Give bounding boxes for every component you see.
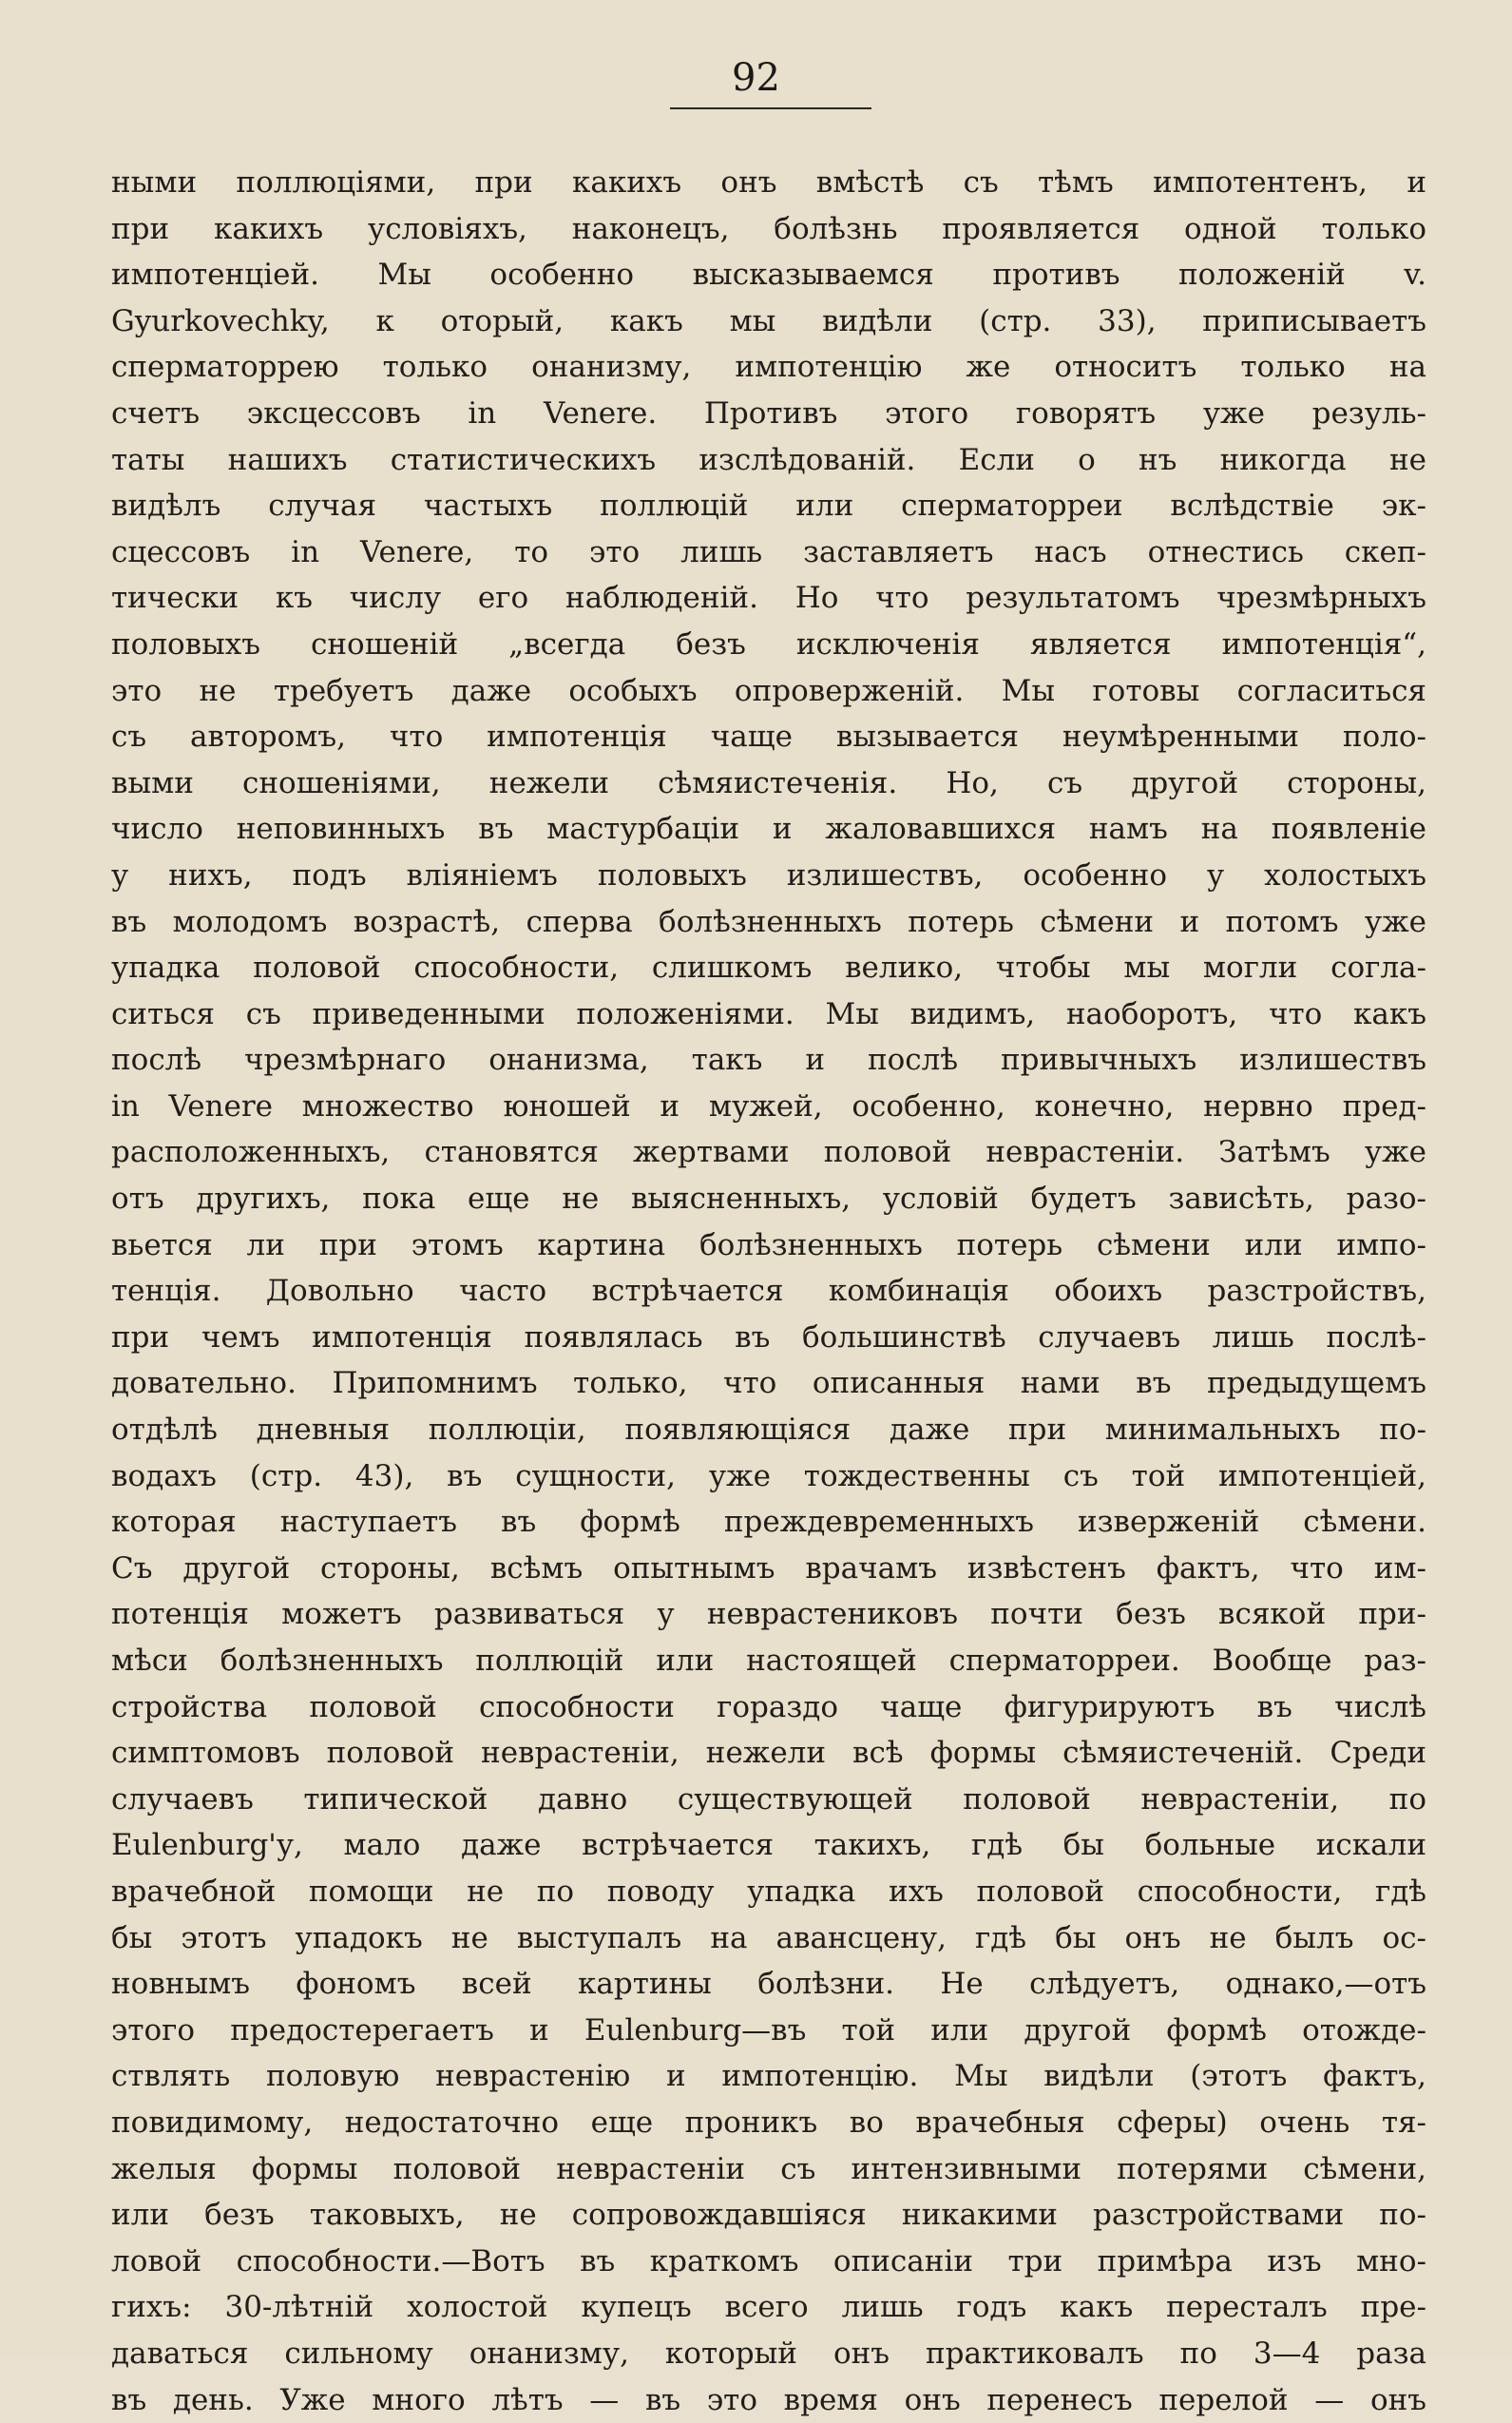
text-line: новнымъ фономъ всей картины болѣзни. Не слѣдуетъ, однако,—отъ — [111, 1961, 1426, 2008]
text-line: повидимому, недостаточно еще проникъ во врачебныя сферы) очень тя- — [111, 2100, 1426, 2146]
text-line: тически къ числу его наблюденій. Но что результатомъ чрезмѣрныхъ — [111, 575, 1426, 622]
text-line: сцессовъ in Venere, то это лишь заставляетъ насъ отнестись скеп- — [111, 529, 1426, 576]
text-line: этого предостерегаетъ и Eulenburg—въ той или другой формѣ отожде- — [111, 2008, 1426, 2054]
text-line: случаевъ типической давно существующей половой неврастеніи, по — [111, 1777, 1426, 1823]
text-line: бы этотъ упадокъ не выступалъ на авансцену, гдѣ бы онъ не былъ ос- — [111, 1915, 1426, 1962]
text-line: импотенціей. Мы особенно высказываемся противъ положеній v. — [111, 252, 1426, 298]
text-line: врачебной помощи не по поводу упадка ихъ половой способности, гдѣ — [111, 1869, 1426, 1915]
text-line: упадка половой способности, слишкомъ велико, чтобы мы могли согла- — [111, 945, 1426, 991]
text-line: стройства половой способности гораздо чаще фигурируютъ въ числѣ — [111, 1684, 1426, 1731]
text-line: ствлять половую неврастенію и импотенцію. Мы видѣли (этотъ фактъ, — [111, 2053, 1426, 2100]
page-number: 92 — [0, 55, 1512, 101]
text-line: мѣси болѣзненныхъ поллюцій или настоящей сперматорреи. Вообще раз- — [111, 1638, 1426, 1684]
text-line: половыхъ сношеній „всегда безъ исключенія является импотенція“, — [111, 622, 1426, 668]
text-line: счетъ эксцессовъ in Venere. Противъ этого говорятъ уже резуль- — [111, 391, 1426, 437]
text-line: ситься съ приведенными положеніями. Мы видимъ, наоборотъ, что какъ — [111, 991, 1426, 1038]
text-line: in Venere множество юношей и мужей, особенно, конечно, нервно пред- — [111, 1084, 1426, 1130]
text-line: тенція. Довольно часто встрѣчается комбинація обоихъ разстройствъ, — [111, 1268, 1426, 1315]
text-line: послѣ чрезмѣрнаго онанизма, такъ и послѣ привычныхъ излишествъ — [111, 1037, 1426, 1084]
text-line: при какихъ условіяхъ, наконецъ, болѣзнь проявляется одной только — [111, 206, 1426, 253]
text-line: таты нашихъ статистическихъ изслѣдованій. Если о нъ никогда не — [111, 437, 1426, 484]
header-rule — [670, 107, 871, 109]
text-line: при чемъ импотенція появлялась въ большинствѣ случаевъ лишь послѣ- — [111, 1315, 1426, 1361]
text-line: расположенныхъ, становятся жертвами половой неврастеніи. Затѣмъ уже — [111, 1129, 1426, 1176]
text-line: Eulenburg'у, мало даже встрѣчается такихъ, гдѣ бы больные искали — [111, 1822, 1426, 1869]
text-line: потенція можетъ развиваться у неврастениковъ почти безъ всякой при- — [111, 1591, 1426, 1638]
text-line: это не требуетъ даже особыхъ опроверженій. Мы готовы согласиться — [111, 668, 1426, 715]
text-line: число неповинныхъ въ мастурбаціи и жаловавшихся намъ на появленіе — [111, 806, 1426, 853]
text-line: въ день. Уже много лѣтъ — въ это время онъ перенесъ перелой — онъ — [111, 2377, 1426, 2423]
text-line: у нихъ, подъ вліяніемъ половыхъ излишествъ, особенно у холостыхъ — [111, 853, 1426, 899]
text-line: ловой способности.—Вотъ въ краткомъ описаніи три примѣра изъ мно- — [111, 2239, 1426, 2285]
body-text — [111, 160, 1426, 2423]
text-line: Gyurkovechky, к оторый, какъ мы видѣли (стр. 33), приписываетъ — [111, 298, 1426, 345]
text-line: гихъ: 30-лѣтній холостой купецъ всего лишь годъ какъ пересталъ пре- — [111, 2284, 1426, 2331]
text-line: водахъ (стр. 43), въ сущности, уже тождественны съ той импотенціей, — [111, 1453, 1426, 1500]
text-line: Съ другой стороны, всѣмъ опытнымъ врачамъ извѣстенъ фактъ, что им- — [111, 1546, 1426, 1592]
text-line: ными поллюціями, при какихъ онъ вмѣстѣ съ тѣмъ импотентенъ, и — [111, 160, 1426, 206]
text-line: въ молодомъ возрастѣ, сперва болѣзненныхъ потерь сѣмени и потомъ уже — [111, 899, 1426, 946]
text-line: отдѣлѣ дневныя поллюціи, появляющіяся даже при минимальныхъ по- — [111, 1407, 1426, 1453]
text-line: вьется ли при этомъ картина болѣзненныхъ потерь сѣмени или импо- — [111, 1222, 1426, 1269]
text-line: отъ другихъ, пока еще не выясненныхъ, условій будетъ зависѣть, разо- — [111, 1176, 1426, 1222]
text-line: съ авторомъ, что импотенція чаще вызывается неумѣренными поло- — [111, 714, 1426, 760]
text-line: даваться сильному онанизму, который онъ практиковалъ по 3—4 раза — [111, 2331, 1426, 2377]
text-line: или безъ таковыхъ, не сопровождавшіяся никакими разстройствами по- — [111, 2192, 1426, 2239]
text-line: сперматоррею только онанизму, импотенцію же относитъ только на — [111, 344, 1426, 391]
text-line: симптомовъ половой неврастеніи, нежели всѣ формы сѣмяистеченій. Среди — [111, 1730, 1426, 1777]
text-line: видѣлъ случая частыхъ поллюцій или сперматорреи вслѣдствіе эк- — [111, 483, 1426, 529]
text-line: довательно. Припомнимъ только, что описанныя нами въ предыдущемъ — [111, 1360, 1426, 1407]
text-line: желыя формы половой неврастеніи съ интензивными потерями сѣмени, — [111, 2146, 1426, 2193]
text-line: выми сношеніями, нежели сѣмяистеченія. Но, съ другой стороны, — [111, 760, 1426, 807]
text-line: которая наступаетъ въ формѣ преждевременныхъ изверженій сѣмени. — [111, 1499, 1426, 1546]
